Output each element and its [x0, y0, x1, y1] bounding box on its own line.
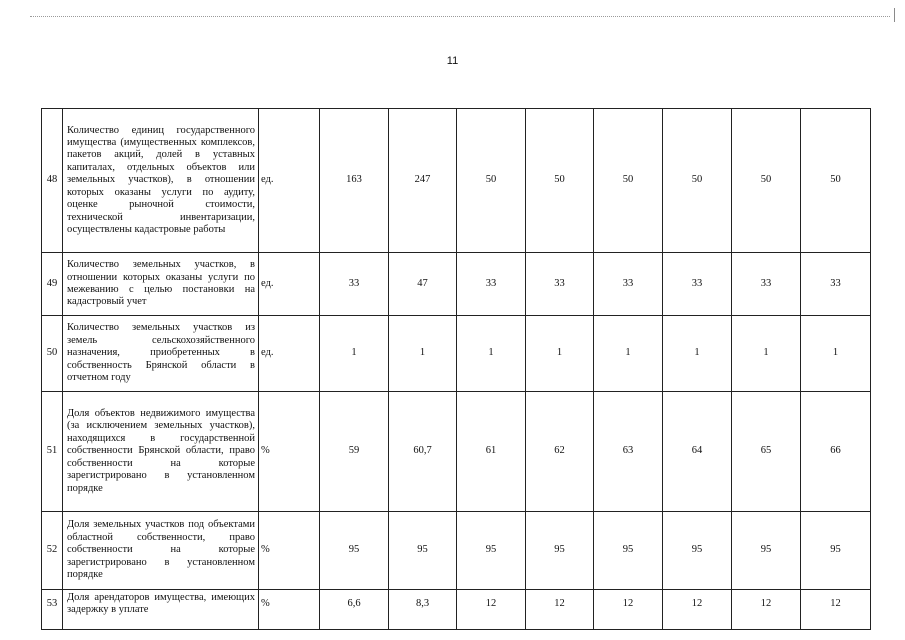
- table-body: [42, 109, 871, 630]
- row-number: 53: [42, 590, 63, 630]
- table-row: [42, 316, 871, 392]
- value-cell: 33: [594, 253, 663, 316]
- indicator-name: Количество единиц государственного имущества (имущественных комплексов, пакетов акций, долей в уставных капиталах, отдельных объектов или земельных участков), в отношении которых оказаны услуги по аудиту, оценке рыночной стоимости, технической инвентаризации, осуществлены кадастровые работы: [63, 109, 259, 253]
- table-row: [42, 253, 871, 316]
- table-row: [42, 590, 871, 630]
- value-cell: 62: [526, 392, 594, 512]
- indicator-name: Количество земельных участков, в отношении которых оказаны услуги по межеванию с целью постановки на кадастровый учет: [63, 253, 259, 316]
- value-cell: 12: [457, 590, 526, 630]
- row-number: 52: [42, 512, 63, 590]
- unit-cell: %: [259, 392, 320, 512]
- value-cell: 50: [663, 109, 732, 253]
- value-cell: 12: [594, 590, 663, 630]
- indicator-name: Доля земельных участков под объектами областной собственности, право собственности на которые зарегистрировано в установленном порядке: [63, 512, 259, 590]
- value-cell: 95: [732, 512, 801, 590]
- value-cell: 50: [801, 109, 871, 253]
- unit-cell: ед.: [259, 316, 320, 392]
- indicator-name: Доля арендаторов имущества, имеющих задержку в уплате: [63, 590, 259, 630]
- value-cell: 59: [320, 392, 389, 512]
- table-row: [42, 109, 871, 253]
- value-cell: 1: [389, 316, 457, 392]
- value-cell: 64: [663, 392, 732, 512]
- value-cell: 1: [320, 316, 389, 392]
- value-cell: 66: [801, 392, 871, 512]
- value-cell: 95: [457, 512, 526, 590]
- row-number: 50: [42, 316, 63, 392]
- value-cell: 95: [526, 512, 594, 590]
- value-cell: 33: [320, 253, 389, 316]
- table-row: [42, 512, 871, 590]
- value-cell: 65: [732, 392, 801, 512]
- indicators-table: [41, 108, 871, 630]
- value-cell: 50: [457, 109, 526, 253]
- page-number: 11: [446, 55, 459, 67]
- value-cell: 12: [663, 590, 732, 630]
- value-cell: 33: [801, 253, 871, 316]
- value-cell: 95: [663, 512, 732, 590]
- value-cell: 50: [526, 109, 594, 253]
- value-cell: 1: [526, 316, 594, 392]
- value-cell: 95: [801, 512, 871, 590]
- value-cell: 1: [732, 316, 801, 392]
- value-cell: 47: [389, 253, 457, 316]
- value-cell: 8,3: [389, 590, 457, 630]
- value-cell: 1: [594, 316, 663, 392]
- row-number: 51: [42, 392, 63, 512]
- indicator-name: Доля объектов недвижимого имущества (за исключением земельных участков), находящихся в государственной собственности Брянской области, право собственности на которые зарегистрировано в установленном порядке: [63, 392, 259, 512]
- value-cell: 12: [526, 590, 594, 630]
- value-cell: 61: [457, 392, 526, 512]
- row-number: 49: [42, 253, 63, 316]
- value-cell: 163: [320, 109, 389, 253]
- value-cell: 1: [457, 316, 526, 392]
- unit-cell: ед.: [259, 253, 320, 316]
- unit-cell: %: [259, 590, 320, 630]
- value-cell: 1: [663, 316, 732, 392]
- unit-cell: %: [259, 512, 320, 590]
- value-cell: 60,7: [389, 392, 457, 512]
- value-cell: 12: [801, 590, 871, 630]
- indicator-name: Количество земельных участков из земель сельскохозяйственного назначения, приобретенных в собственность Брянской области в отчетном году: [63, 316, 259, 392]
- value-cell: 95: [389, 512, 457, 590]
- value-cell: 247: [389, 109, 457, 253]
- value-cell: 12: [732, 590, 801, 630]
- value-cell: 6,6: [320, 590, 389, 630]
- value-cell: 33: [526, 253, 594, 316]
- value-cell: 50: [732, 109, 801, 253]
- unit-cell: ед.: [259, 109, 320, 253]
- value-cell: 33: [663, 253, 732, 316]
- value-cell: 50: [594, 109, 663, 253]
- row-number: 48: [42, 109, 63, 253]
- table-row: [42, 392, 871, 512]
- value-cell: 63: [594, 392, 663, 512]
- value-cell: 95: [320, 512, 389, 590]
- value-cell: 95: [594, 512, 663, 590]
- value-cell: 1: [801, 316, 871, 392]
- value-cell: 33: [457, 253, 526, 316]
- value-cell: 33: [732, 253, 801, 316]
